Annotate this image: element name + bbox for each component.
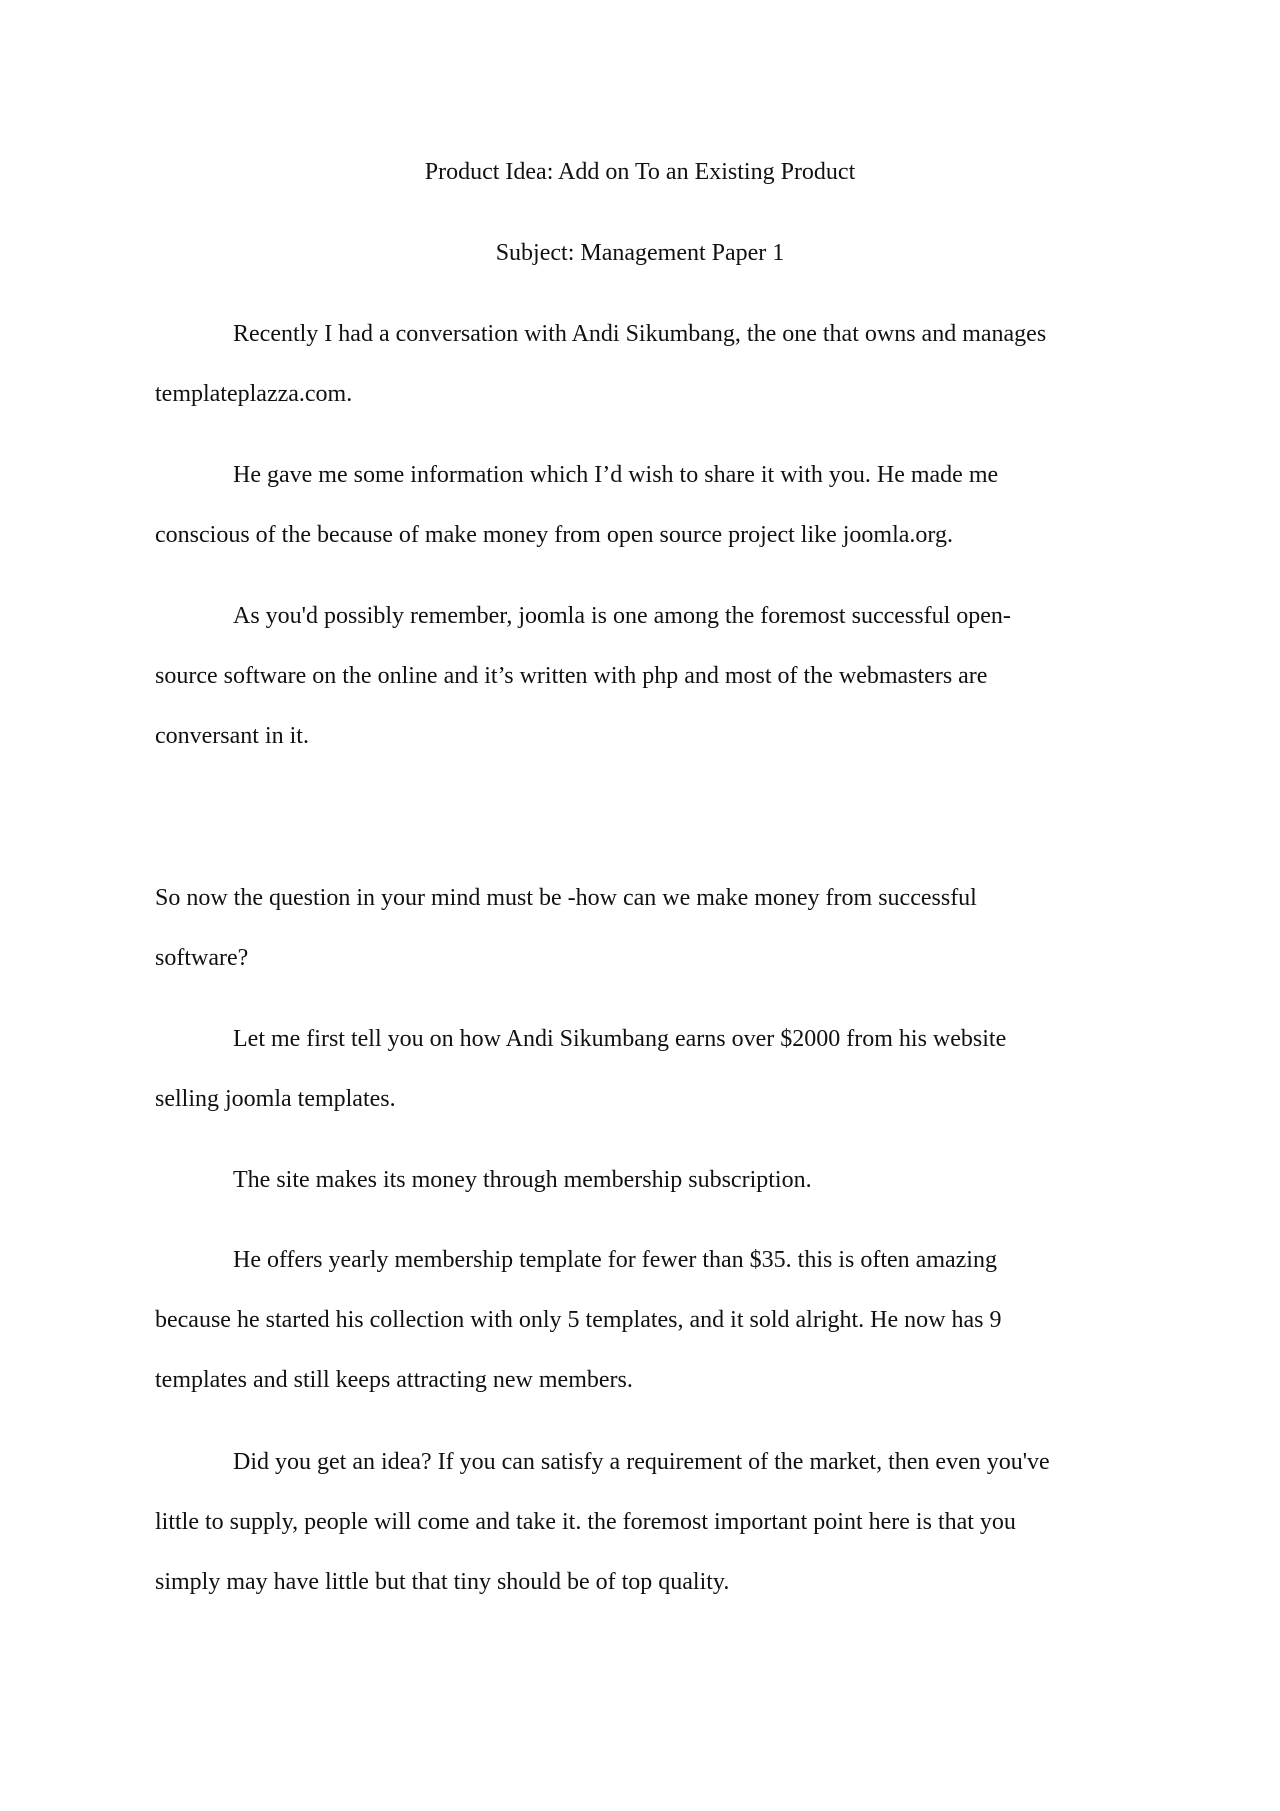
paragraph-line: The site makes its money through membership subscription.	[233, 1167, 812, 1193]
paragraph-3	[155, 586, 1115, 766]
paragraph-line: Did you get an idea? If you can satisfy a requirement of the market, then even you've	[233, 1449, 1050, 1475]
paragraph-line: software?	[155, 945, 249, 971]
paragraph-line: selling joomla templates.	[155, 1086, 396, 1112]
paragraph-line: little to supply, people will come and take it. the foremost important point here is that you	[155, 1509, 1016, 1535]
paragraph-line: source software on the online and it’s written with php and most of the webmasters are	[155, 663, 988, 689]
paragraph-line: templateplazza.com.	[155, 381, 353, 407]
paragraph-1	[155, 304, 1115, 424]
paragraph-line: He offers yearly membership template for fewer than $35. this is often amazing	[233, 1247, 997, 1273]
paragraph-line: templates and still keeps attracting new members.	[155, 1367, 633, 1393]
paragraph-line: Let me first tell you on how Andi Sikumbang earns over $2000 from his website	[233, 1026, 1007, 1052]
paragraph-6	[155, 1150, 1115, 1210]
paragraph-line: As you'd possibly remember, joomla is one among the foremost successful open-	[233, 603, 1011, 629]
paragraph-line: because he started his collection with only 5 templates, and it sold alright. He now has 9	[155, 1307, 1002, 1333]
paragraph-line: He gave me some information which I’d wish to share it with you. He made me	[233, 462, 999, 488]
paragraph-line: Recently I had a conversation with Andi Sikumbang, the one that owns and manages	[233, 321, 1047, 347]
paragraph-5	[155, 1009, 1115, 1129]
paragraph-line: So now the question in your mind must be -how can we make money from successful	[155, 885, 977, 911]
paragraph-4	[155, 868, 1115, 988]
paragraph-8	[155, 1432, 1115, 1612]
paragraph-7	[155, 1230, 1115, 1410]
document-subject: Subject: Management Paper 1	[495, 240, 785, 266]
paragraph-line: simply may have little but that tiny should be of top quality.	[155, 1569, 730, 1595]
paragraph-line: conversant in it.	[155, 723, 309, 749]
document-title: Product Idea: Add on To an Existing Product	[424, 159, 856, 185]
paragraph-2	[155, 445, 1115, 565]
paragraph-line: conscious of the because of make money from open source project like joomla.org.	[155, 522, 953, 548]
